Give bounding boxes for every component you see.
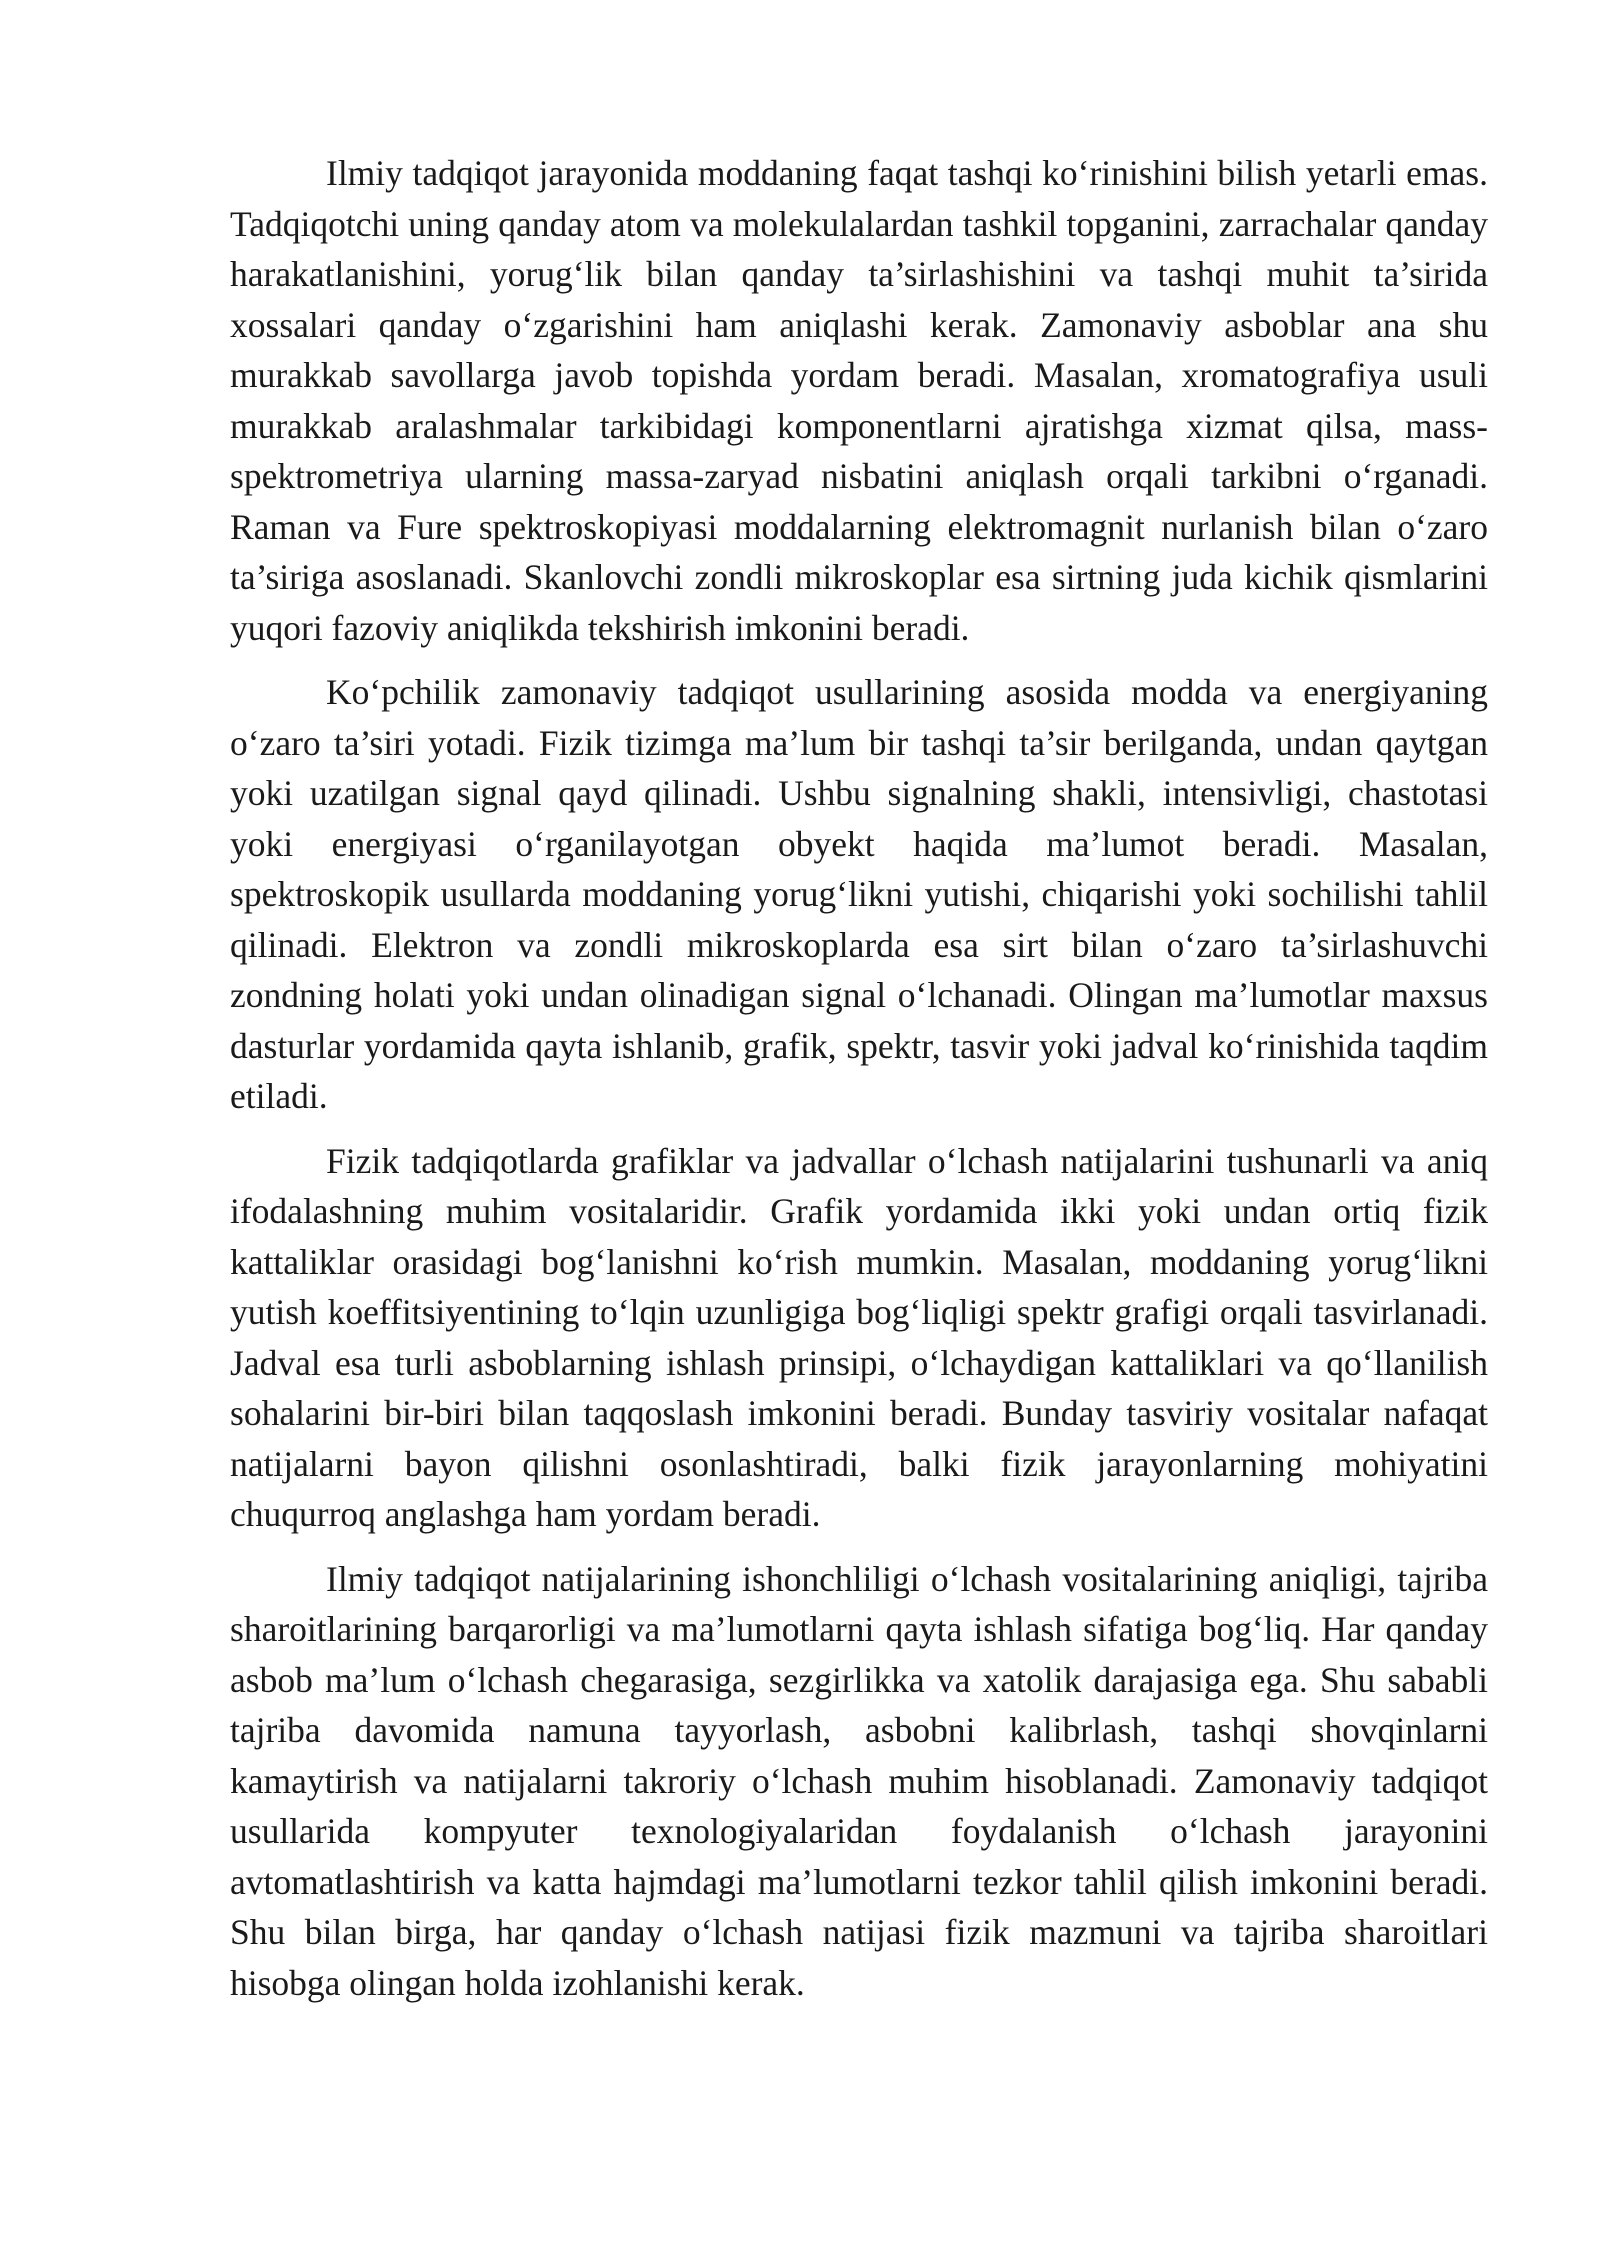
paragraph-1: Ilmiy tadqiqot jarayonida moddaning faqat tashqi ko‘rinishini bilish yetarli emas. Tadqiqotchi uning qanday atom va molekulalardan tashkil topganini, zarrachalar qanday harakatlanishini, yorug‘lik bilan qanday ta’sirlashishini va tashqi muhit ta’sirida xossalari qanday o‘zgarishini ham aniqlashi kerak. Zamonaviy asboblar ana shu murakkab savollarga javob topishda yordam beradi. Masalan, xromatografiya usuli murakkab aralashmalar tarkibidagi komponentlarni ajratishga xizmat qilsa, mass-spektrometriya ularning massa-zaryad nisbatini aniqlash orqali tarkibni o‘rganadi. Raman va Fure spektroskopiyasi moddalarning elektromagnit nurlanish bilan o‘zaro ta’siriga asoslanadi. Skanlovchi zondli mikroskoplar esa sirtning juda kichik qismlarini yuqori fazoviy aniqlikda tekshirish imkonini beradi. <box>230 153 1488 648</box>
paragraph-3: Fizik tadqiqotlarda grafiklar va jadvallar o‘lchash natijalarini tushunarli va aniq ifodalashning muhim vositalaridir. Grafik yordamida ikki yoki undan ortiq fizik kattaliklar orasidagi bog‘lanishni ko‘rish mumkin. Masalan, moddaning yorug‘likni yutish koeffitsiyentining to‘lqin uzunligiga bog‘liqligi spektr grafigi orqali tasvirlanadi. Jadval esa turli asboblarning ishlash prinsipi, o‘lchaydigan kattaliklari va qo‘llanilish sohalarini bir-biri bilan taqqoslash imkonini beradi. Bunday tasviriy vositalar nafaqat natijalarni bayon qilishni osonlashtiradi, balki fizik jarayonlarning mohiyatini chuqurroq anglashga ham yordam beradi. <box>230 1140 1488 1534</box>
paragraph-4: Ilmiy tadqiqot natijalarining ishonchliligi o‘lchash vositalarining aniqligi, tajriba sharoitlarining barqarorligi va ma’lumotlarni qayta ishlash sifatiga bog‘liq. Har qanday asbob ma’lum o‘lchash chegarasiga, sezgirlikka va xatolik darajasiga ega. Shu sababli tajriba davomida namuna tayyorlash, asbobni kalibrlash, tashqi shovqinlarni kamaytirish va natijalarni takroriy o‘lchash muhim hisoblanadi. Zamonaviy tadqiqot usullarida kompyuter texnologiyalaridan foydalanish o‘lchash jarayonini avtomatlashtirish va katta hajmdagi ma’lumotlarni tezkor tahlil qilish imkonini beradi. Shu bilan birga, har qanday o‘lchash natijasi fizik mazmuni va tajriba sharoitlari hisobga olingan holda izohlanishi kerak. <box>230 1558 1488 2003</box>
document-body <box>230 148 1488 2022</box>
paragraph-2: Ko‘pchilik zamonaviy tadqiqot usullarining asosida modda va energiyaning o‘zaro ta’siri yotadi. Fizik tizimga ma’lum bir tashqi ta’sir berilganda, undan qaytgan yoki uzatilgan signal qayd qilinadi. Ushbu signalning shakli, intensivligi, chastotasi yoki energiyasi o‘rganilayotgan obyekt haqida ma’lumot beradi. Masalan, spektroskopik usullarda moddaning yorug‘likni yutishi, chiqarishi yoki sochilishi tahlil qilinadi. Elektron va zondli mikroskoplarda esa sirt bilan o‘zaro ta’sirlashuvchi zondning holati yoki undan olinadigan signal o‘lchanadi. Olingan ma’lumotlar maxsus dasturlar yordamida qayta ishlanib, grafik, spektr, tasvir yoki jadval ko‘rinishida taqdim etiladi. <box>230 672 1488 1116</box>
